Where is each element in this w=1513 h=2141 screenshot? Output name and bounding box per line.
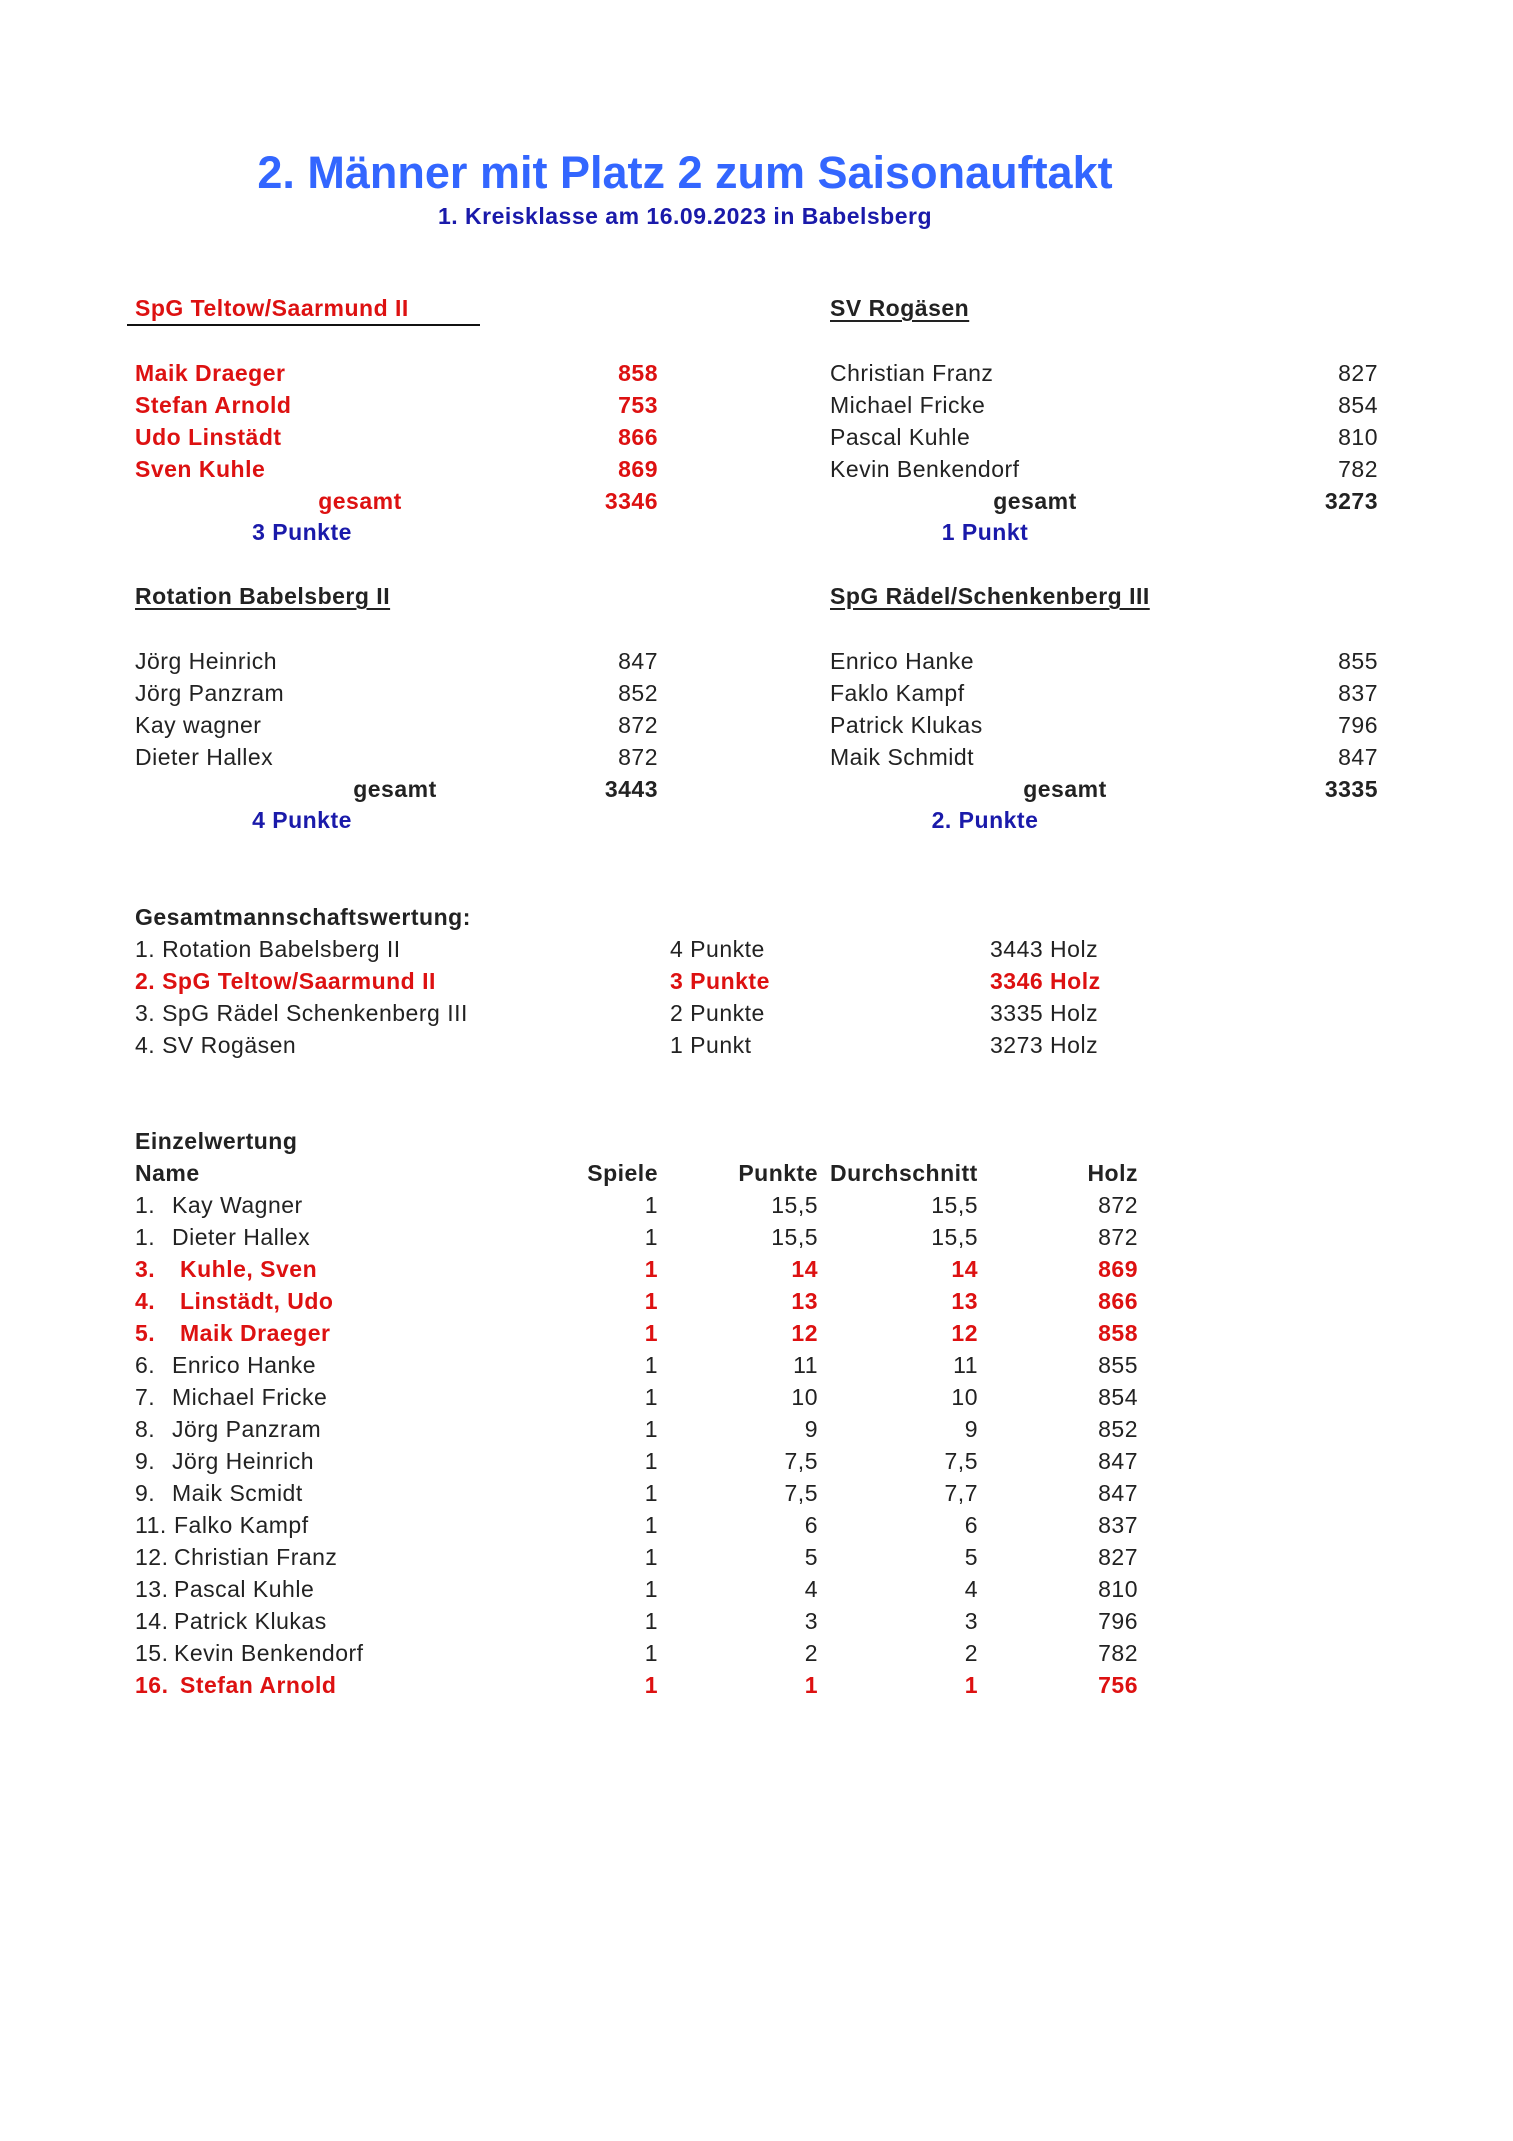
player-average: 3 (964, 1608, 978, 1634)
column-holz: Holz (1087, 1160, 1138, 1186)
team-points: 4 Punkte (252, 807, 352, 833)
player-score: 847 (1338, 744, 1378, 770)
player-games: 1 (644, 1288, 658, 1314)
player-points: 13 (791, 1288, 818, 1314)
player-name: Kevin Benkendorf (174, 1640, 364, 1666)
rank-number: 15. (135, 1640, 169, 1666)
standings-holz: 3335 Holz (990, 1000, 1099, 1026)
player-name: Kay Wagner (172, 1192, 303, 1218)
team-heading: SpG Rädel/Schenkenberg III (830, 583, 1150, 609)
player-points: 15,5 (771, 1192, 818, 1218)
player-holz: 858 (1098, 1320, 1138, 1346)
player-average: 11 (953, 1352, 978, 1378)
player-name: Stefan Arnold (180, 1672, 337, 1698)
player-name: Pascal Kuhle (174, 1576, 315, 1602)
player-score: 847 (618, 648, 658, 674)
player-average: 6 (964, 1512, 978, 1538)
player-points: 7,5 (784, 1480, 818, 1506)
player-games: 1 (644, 1608, 658, 1634)
player-name: Dieter Hallex (135, 744, 274, 770)
player-games: 1 (644, 1416, 658, 1442)
player-name: Michael Fricke (830, 392, 986, 418)
standings-holz: 3273 Holz (990, 1032, 1099, 1058)
player-games: 1 (644, 1544, 658, 1570)
player-score: 852 (618, 680, 658, 706)
player-points: 14 (791, 1256, 818, 1282)
column-name: Name (135, 1160, 200, 1186)
player-name: Jörg Heinrich (135, 648, 277, 674)
column-games: Spiele (587, 1160, 658, 1186)
player-games: 1 (644, 1672, 658, 1698)
total-score: 3443 (604, 776, 658, 802)
player-average: 1 (964, 1672, 978, 1698)
rank-number: 1. (135, 1192, 156, 1218)
standings-holz: 3346 Holz (990, 968, 1101, 994)
player-points: 9 (804, 1416, 818, 1442)
player-name: Udo Linstädt (135, 424, 282, 450)
player-points: 11 (793, 1352, 818, 1378)
heading-underline (127, 324, 480, 326)
player-points: 1 (804, 1672, 818, 1698)
player-average: 14 (951, 1256, 978, 1282)
player-name: Jörg Panzram (135, 680, 285, 706)
player-holz: 866 (1098, 1288, 1138, 1314)
rank-number: 9. (135, 1448, 156, 1474)
player-points: 2 (804, 1640, 818, 1666)
player-average: 2 (964, 1640, 978, 1666)
player-name: Faklo Kampf (830, 680, 965, 706)
player-average: 13 (951, 1288, 978, 1314)
player-name: Kuhle, Sven (180, 1256, 318, 1282)
player-points: 4 (804, 1576, 818, 1602)
player-holz: 854 (1098, 1384, 1138, 1410)
player-holz: 847 (1098, 1480, 1138, 1506)
player-average: 7,5 (944, 1448, 978, 1474)
rank-number: 11. (135, 1512, 167, 1538)
player-score: 872 (618, 744, 658, 770)
player-name: Patrick Klukas (830, 712, 983, 738)
player-score: 782 (1338, 456, 1378, 482)
player-points: 6 (804, 1512, 818, 1538)
player-name: Kay wagner (135, 712, 262, 738)
rank-number: 1. (135, 1224, 156, 1250)
player-name: Enrico Hanke (172, 1352, 317, 1378)
total-score: 3335 (1324, 776, 1378, 802)
player-games: 1 (644, 1640, 658, 1666)
page-title: 2. Männer mit Platz 2 zum Saisonauftakt (257, 147, 1113, 198)
player-points: 7,5 (784, 1448, 818, 1474)
player-holz: 756 (1098, 1672, 1138, 1698)
player-holz: 837 (1098, 1512, 1138, 1538)
player-average: 10 (951, 1384, 978, 1410)
player-score: 827 (1338, 360, 1378, 386)
player-average: 15,5 (931, 1224, 978, 1250)
player-score: 866 (618, 424, 658, 450)
player-name: Maik Scmidt (172, 1480, 303, 1506)
page-subtitle: 1. Kreisklasse am 16.09.2023 in Babelsberg (437, 203, 933, 229)
rank-number: 9. (135, 1480, 156, 1506)
player-games: 1 (644, 1384, 658, 1410)
player-games: 1 (644, 1320, 658, 1346)
team-heading: SV Rogäsen (830, 295, 970, 321)
player-score: 810 (1338, 424, 1378, 450)
player-holz: 796 (1098, 1608, 1138, 1634)
individual-heading: Einzelwertung (135, 1128, 298, 1154)
player-name: Kevin Benkendorf (830, 456, 1020, 482)
player-name: Maik Schmidt (830, 744, 975, 770)
player-name: Jörg Panzram (172, 1416, 322, 1442)
player-name: Enrico Hanke (830, 648, 975, 674)
total-score: 3346 (604, 488, 658, 514)
standings-team: 1. Rotation Babelsberg II (135, 936, 401, 962)
player-score: 869 (618, 456, 658, 482)
rank-number: 3. (135, 1256, 156, 1282)
player-holz: 827 (1098, 1544, 1138, 1570)
player-name: Jörg Heinrich (172, 1448, 314, 1474)
standings-holz: 3443 Holz (990, 936, 1099, 962)
player-games: 1 (644, 1448, 658, 1474)
player-points: 12 (791, 1320, 818, 1346)
rank-number: 8. (135, 1416, 156, 1442)
player-name: Michael Fricke (172, 1384, 328, 1410)
player-score: 753 (618, 392, 658, 418)
team-points: 2. Punkte (931, 807, 1039, 833)
player-name: Maik Draeger (135, 360, 286, 386)
player-name: Patrick Klukas (174, 1608, 327, 1634)
player-score: 858 (618, 360, 658, 386)
standings-points: 1 Punkt (670, 1032, 752, 1058)
player-average: 5 (964, 1544, 978, 1570)
player-points: 15,5 (771, 1224, 818, 1250)
column-points: Punkte (738, 1160, 818, 1186)
standings-team: 3. SpG Rädel Schenkenberg III (135, 1000, 468, 1026)
standings-heading: Gesamtmannschaftswertung: (135, 904, 471, 930)
player-holz: 810 (1098, 1576, 1138, 1602)
rank-number: 16. (135, 1672, 169, 1698)
player-holz: 855 (1098, 1352, 1138, 1378)
rank-number: 14. (135, 1608, 169, 1634)
player-games: 1 (644, 1576, 658, 1602)
player-score: 796 (1338, 712, 1378, 738)
player-name: Linstädt, Udo (180, 1288, 334, 1314)
total-label: gesamt (318, 488, 402, 514)
player-score: 872 (618, 712, 658, 738)
player-games: 1 (644, 1352, 658, 1378)
player-name: Stefan Arnold (135, 392, 292, 418)
rank-number: 4. (135, 1288, 156, 1314)
player-name: Falko Kampf (174, 1512, 309, 1538)
player-games: 1 (644, 1512, 658, 1538)
rank-number: 12. (135, 1544, 169, 1570)
total-label: gesamt (1023, 776, 1107, 802)
rank-number: 5. (135, 1320, 156, 1346)
player-games: 1 (644, 1256, 658, 1282)
total-label: gesamt (993, 488, 1077, 514)
player-average: 7,7 (944, 1480, 978, 1506)
player-average: 12 (951, 1320, 978, 1346)
player-name: Christian Franz (830, 360, 994, 386)
total-label: gesamt (353, 776, 437, 802)
player-games: 1 (644, 1192, 658, 1218)
player-name: Dieter Hallex (172, 1224, 311, 1250)
team-points: 3 Punkte (252, 519, 352, 545)
standings-team: 4. SV Rogäsen (135, 1032, 297, 1058)
player-games: 1 (644, 1480, 658, 1506)
player-holz: 872 (1098, 1192, 1138, 1218)
player-score: 854 (1338, 392, 1378, 418)
standings-team: 2. SpG Teltow/Saarmund II (135, 968, 436, 994)
player-holz: 847 (1098, 1448, 1138, 1474)
player-score: 855 (1338, 648, 1378, 674)
player-holz: 852 (1098, 1416, 1138, 1442)
standings-points: 2 Punkte (670, 1000, 765, 1026)
player-name: Pascal Kuhle (830, 424, 971, 450)
team-points: 1 Punkt (941, 519, 1029, 545)
player-points: 10 (791, 1384, 818, 1410)
player-average: 15,5 (931, 1192, 978, 1218)
player-holz: 869 (1098, 1256, 1138, 1282)
player-points: 3 (804, 1608, 818, 1634)
team-heading: SpG Teltow/Saarmund II (135, 295, 409, 321)
column-average: Durchschnitt (830, 1160, 978, 1186)
rank-number: 7. (135, 1384, 156, 1410)
player-average: 4 (964, 1576, 978, 1602)
rank-number: 6. (135, 1352, 156, 1378)
standings-points: 3 Punkte (670, 968, 770, 994)
total-score: 3273 (1324, 488, 1378, 514)
player-points: 5 (804, 1544, 818, 1570)
player-games: 1 (644, 1224, 658, 1250)
player-score: 837 (1338, 680, 1378, 706)
standings-points: 4 Punkte (670, 936, 765, 962)
player-name: Christian Franz (174, 1544, 338, 1570)
player-average: 9 (964, 1416, 978, 1442)
player-holz: 782 (1098, 1640, 1138, 1666)
player-holz: 872 (1098, 1224, 1138, 1250)
rank-number: 13. (135, 1576, 169, 1602)
player-name: Maik Draeger (180, 1320, 331, 1346)
player-name: Sven Kuhle (135, 456, 266, 482)
team-heading: Rotation Babelsberg II (135, 583, 391, 609)
